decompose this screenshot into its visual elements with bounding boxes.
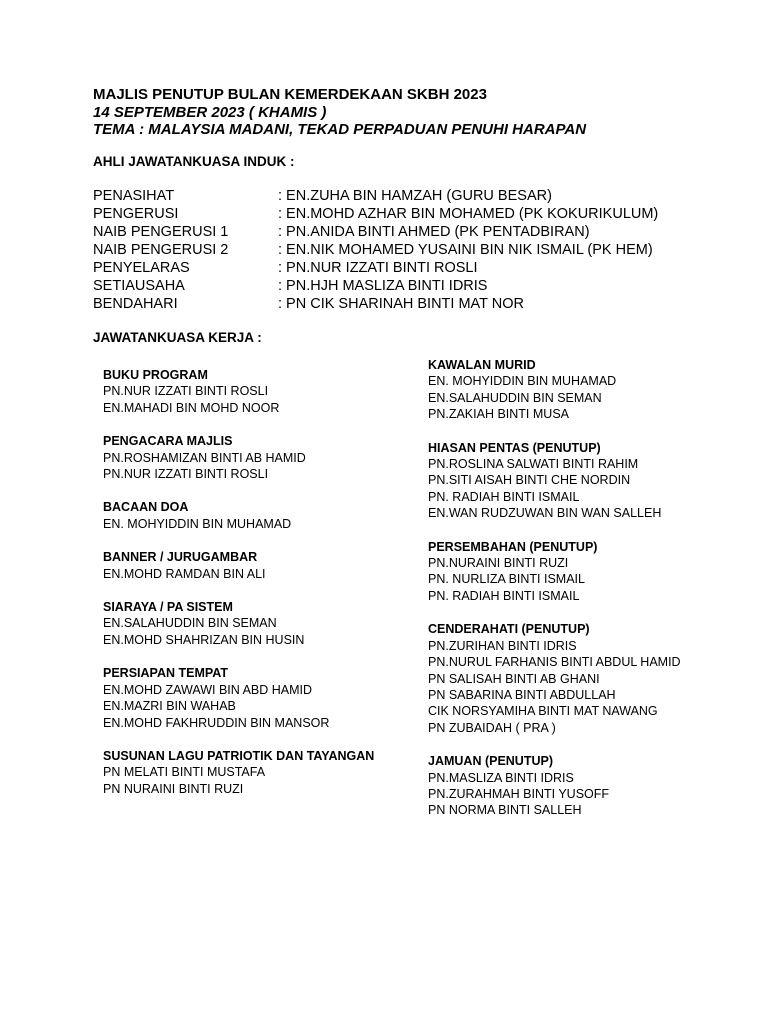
committee-group [103,748,374,797]
committee-member: EN.MAHADI BIN MOHD NOOR [103,400,280,415]
event-date: 14 SEPTEMBER 2023 ( KHAMIS ) [93,103,327,121]
committee-member: PN.ROSLINA SALWATI BINTI RAHIM [428,457,639,472]
committee-member: PN. RADIAH BINTI ISMAIL [428,489,580,504]
induk-role: BENDAHARI [93,296,178,312]
committee-member: PN.NURUL FARHANIS BINTI ABDUL HAMID [428,655,681,670]
committee-member: EN.SALAHUDDIN BIN SEMAN [103,616,277,631]
committee-group [428,621,681,736]
committee-group [103,367,374,416]
committee-group-title: BANNER / JURUGAMBAR [103,550,258,565]
committee-member: EN. MOHYIDDIN BIN MUHAMAD [428,374,617,389]
committee-member: CIK NORSYAMIHA BINTI MAT NAWANG [428,704,658,719]
induk-member-name: : PN.NUR IZZATI BINTI ROSLI [278,260,478,276]
induk-member-name: : EN.MOHD AZHAR BIN MOHAMED (PK KOKURIKULUM) [278,206,659,222]
kerja-heading: JAWATANKUASA KERJA : [93,330,262,345]
committee-group-title: SIARAYA / PA SISTEM [103,600,233,615]
committee-group-title: BACAAN DOA [103,500,189,515]
committee-member: PN.NURAINI BINTI RUZI [428,556,569,571]
committee-member: PN. RADIAH BINTI ISMAIL [428,588,580,603]
induk-role: PENASIHAT [93,188,175,204]
committee-member: PN.NUR IZZATI BINTI ROSLI [103,467,269,482]
induk-member-name: : PN.ANIDA BINTI AHMED (PK PENTADBIRAN) [278,224,590,240]
committee-group [428,440,681,522]
committee-member: EN.SALAHUDDIN BIN SEMAN [428,390,602,405]
committee-member: EN.MOHD ZAWAWI BIN ABD HAMID [103,682,313,697]
committee-member: EN.MOHD FAKHRUDDIN BIN MANSOR [103,715,330,730]
committee-member: PN SABARINA BINTI ABDULLAH [428,687,616,702]
induk-role: NAIB PENGERUSI 2 [93,242,229,258]
committee-member: PN.SITI AISAH BINTI CHE NORDIN [428,473,631,488]
induk-role: PENYELARAS [93,260,190,276]
committee-member: PN.NUR IZZATI BINTI ROSLI [103,384,269,399]
induk-member-name: : PN.HJH MASLIZA BINTI IDRIS [278,278,488,294]
committee-member: EN.MOHD RAMDAN BIN ALI [103,566,266,581]
induk-heading: AHLI JAWATANKUASA INDUK : [93,154,295,169]
document-header [93,86,586,139]
committee-member: PN.ZURAHMAH BINTI YUSOFF [428,786,610,801]
committee-group [428,753,681,819]
committee-group-title: SUSUNAN LAGU PATRIOTIK DAN TAYANGAN [103,748,375,763]
committee-member: PN. NURLIZA BINTI ISMAIL [428,572,585,587]
induk-member-name: : EN.NIK MOHAMED YUSAINI BIN NIK ISMAIL (PK HEM) [278,242,653,258]
committee-group [103,549,374,582]
kerja-column-right [428,357,681,836]
committee-member: PN MELATI BINTI MUSTAFA [103,765,266,780]
induk-member-name: : PN CIK SHARINAH BINTI MAT NOR [278,296,524,312]
committee-group [103,499,374,532]
committee-member: PN.ROSHAMIZAN BINTI AB HAMID [103,450,306,465]
committee-member: PN ZUBAIDAH ( PRA ) [428,720,556,735]
committee-member: EN.MOHD SHAHRIZAN BIN HUSIN [103,632,305,647]
induk-role: SETIAUSAHA [93,278,185,294]
committee-group-title: JAMUAN (PENUTUP) [428,754,553,769]
committee-group [103,433,374,482]
committee-group-title: BUKU PROGRAM [103,368,208,382]
committee-member: EN.WAN RUDZUWAN BIN WAN SALLEH [428,506,662,521]
committee-group-title: CENDERAHATI (PENUTUP) [428,622,590,637]
committee-member: PN NURAINI BINTI RUZI [103,781,244,796]
induk-role: PENGERUSI [93,206,179,222]
committee-member: PN.ZURIHAN BINTI IDRIS [428,638,577,653]
committee-group [103,599,374,648]
committee-group-title: HIASAN PENTAS (PENUTUP) [428,440,601,455]
induk-member-name: : EN.ZUHA BIN HAMZAH (GURU BESAR) [278,188,552,204]
committee-member: EN.MAZRI BIN WAHAB [103,699,236,714]
committee-group [103,665,374,731]
kerja-column-left [103,367,374,814]
committee-group-title: PERSIAPAN TEMPAT [103,666,229,681]
event-title: MAJLIS PENUTUP BULAN KEMERDEKAAN SKBH 2023 [93,86,487,103]
committee-member: PN SALISAH BINTI AB GHANI [428,671,600,686]
event-theme: TEMA : MALAYSIA MADANI, TEKAD PERPADUAN PENUHI HARAPAN [93,121,587,138]
committee-member: EN. MOHYIDDIN BIN MUHAMAD [103,516,292,531]
committee-member: PN.MASLIZA BINTI IDRIS [428,770,574,785]
committee-group-title: PENGACARA MAJLIS [103,434,233,449]
committee-group [428,539,681,605]
committee-group-title: KAWALAN MURID [428,358,536,372]
committee-group [428,357,681,423]
induk-role: NAIB PENGERUSI 1 [93,224,229,240]
committee-member: PN.ZAKIAH BINTI MUSA [428,407,569,422]
committee-group-title: PERSEMBAHAN (PENUTUP) [428,539,598,554]
committee-member: PN NORMA BINTI SALLEH [428,803,582,818]
